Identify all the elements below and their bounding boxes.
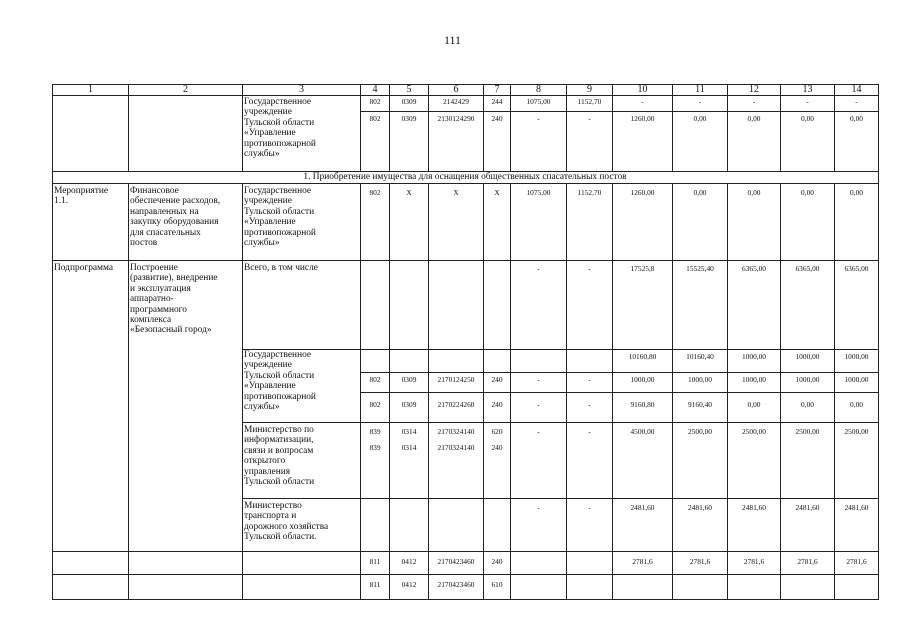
table-cell-value: 1075,00 (526, 188, 551, 197)
subprogram-description: Построение (130, 263, 178, 273)
table-cell-value: 0412 (401, 580, 417, 589)
column-header: 8 (536, 84, 541, 95)
table-cell-value: - (806, 97, 809, 106)
table-cell-value: 2130124290 (437, 114, 475, 123)
event-label: Мероприятие (54, 186, 109, 196)
table-cell-value: 6365,00 (844, 264, 869, 273)
table-rule (128, 84, 129, 172)
org-name: учреждение (244, 107, 292, 118)
table-cell-value: 9160,40 (687, 400, 713, 409)
org-name: Тульской области (244, 117, 315, 128)
org-name: управления (244, 466, 291, 477)
event-description: направленных на (130, 206, 199, 217)
table-cell-value: - (698, 97, 702, 106)
table-cell-value: 802 (369, 375, 381, 384)
org-name: Тульской области (244, 477, 315, 487)
table-cell-value: 0,00 (747, 188, 761, 197)
table-cell-value: 2170224260 (437, 400, 475, 409)
subprogram-description: (развитие), внедрение (130, 273, 218, 284)
table-cell-value: 2781,6 (632, 557, 653, 566)
table-cell-value: 0,00 (747, 400, 761, 409)
org-name: Государственное (244, 186, 312, 196)
table-cell-value: 0,00 (801, 114, 814, 123)
table-rule (52, 84, 53, 600)
table-cell-value: - (588, 503, 591, 512)
table-cell-value: 0,00 (850, 188, 863, 197)
column-header: 10 (637, 84, 648, 95)
org-name: Тульской области (244, 370, 315, 381)
table-rule (360, 84, 361, 172)
table-rule (52, 551, 879, 552)
event-description: Финансовое (130, 186, 179, 196)
table-cell-value: 1000,00 (741, 352, 767, 361)
table-cell-value: 15525,40 (686, 264, 714, 273)
column-header: 1 (88, 84, 93, 95)
column-header: 6 (453, 84, 459, 95)
table-rule (780, 183, 781, 600)
table-cell-value: 0,00 (801, 400, 814, 409)
org-name: «Управление (244, 128, 296, 139)
org-name: противопожарной (244, 138, 316, 149)
table-cell-value: 0,00 (693, 188, 707, 197)
subprogram-description: и эксплуатация (130, 283, 191, 294)
table-cell-value: 1000,00 (844, 352, 869, 361)
table-rule (428, 84, 429, 172)
table-cell-value: 2781,6 (846, 557, 867, 566)
table-cell-value: 0412 (401, 557, 417, 566)
table-cell-value: 0,00 (801, 188, 814, 197)
table-rule (834, 183, 835, 600)
org-name: открытого (244, 456, 286, 467)
table-cell-value: 240 (491, 114, 503, 123)
table-rule (52, 574, 879, 575)
column-header: 7 (494, 84, 500, 95)
org-name: службы» (244, 402, 280, 412)
table-rule (727, 183, 728, 600)
table-cell-value: 811 (369, 580, 381, 589)
table-cell-value: 2170124250 (437, 375, 475, 384)
table-rule (612, 183, 613, 600)
table-cell-value: 6365,00 (795, 264, 820, 273)
table-cell-value: X (406, 188, 412, 197)
table-cell-value: - (537, 400, 540, 409)
table-rule (52, 183, 879, 184)
table-cell-value: 610 (491, 580, 503, 589)
table-cell-value: 1000,00 (795, 375, 820, 384)
table-cell-value: 10160,40 (686, 352, 714, 361)
table-cell-value: 0314 (401, 427, 417, 436)
table-cell-value: 2481,60 (795, 503, 820, 512)
table-cell-value: 240 (491, 400, 503, 409)
table-cell-value: 2500,00 (795, 427, 820, 436)
table-rule (483, 183, 484, 600)
table-cell-value: 2481,60 (844, 503, 869, 512)
table-cell-value: 2500,00 (741, 427, 767, 436)
table-cell-value: 2500,00 (844, 427, 869, 436)
table-rule (428, 183, 429, 600)
table-cell-value: - (588, 400, 591, 409)
table-cell-value: 2142429 (443, 97, 469, 106)
org-name: Министерство по (244, 425, 314, 435)
column-header: 3 (299, 84, 304, 95)
table-cell-value: 802 (369, 97, 381, 106)
page-number: 111 (443, 33, 462, 47)
table-cell-value: 1000,00 (741, 375, 767, 384)
table-cell-value: 0309 (401, 114, 417, 123)
subprogram-description: «Безопасный город» (130, 325, 212, 336)
table-cell-value: - (537, 375, 540, 384)
org-name: противопожарной (244, 227, 316, 238)
table-rule (360, 111, 879, 112)
table-cell-value: X (453, 188, 459, 197)
table-rule (52, 260, 879, 261)
table-cell-value: 839 (369, 443, 381, 452)
org-name: Тульской области (244, 206, 315, 217)
table-cell-value: - (752, 97, 756, 106)
table-cell-value: 2170324140 (437, 443, 475, 452)
table-cell-value: 1260,00 (630, 188, 655, 197)
table-cell-value: - (588, 264, 591, 273)
subprogram-description: программного (130, 304, 187, 315)
table-cell-value: 2170423460 (437, 580, 475, 589)
table-cell-value: 240 (491, 375, 503, 384)
event-description: обеспечение расходов, (130, 196, 221, 207)
org-name: службы» (244, 149, 280, 159)
table-rule (612, 84, 613, 172)
event-description: для спасательных (130, 227, 201, 238)
table-cell-value: 6365,00 (741, 264, 767, 273)
table-cell-value: 1260,00 (630, 114, 655, 123)
column-header: 5 (406, 84, 412, 95)
table-cell-value: 2481,60 (741, 503, 767, 512)
table-rule (510, 84, 511, 172)
org-name: Тульской области. (244, 532, 317, 543)
org-name: противопожарной (244, 391, 316, 402)
table-cell-value: 4500,00 (630, 427, 655, 436)
org-name: «Управление (244, 381, 296, 392)
table-rule (360, 372, 879, 373)
table-cell-value: - (588, 114, 591, 123)
table-rule (672, 84, 673, 172)
table-cell-value: 0309 (401, 375, 417, 384)
table-cell-value: 240 (491, 557, 503, 566)
table-cell-value: 2170423460 (437, 557, 475, 566)
table-rule (727, 84, 728, 172)
table-cell-value: 1000,00 (795, 352, 820, 361)
table-cell-value: - (641, 97, 644, 106)
table-rule (360, 392, 879, 393)
column-header: 9 (587, 84, 592, 95)
table-rule (242, 498, 879, 499)
column-header: 4 (372, 84, 378, 95)
org-name: учреждение (244, 196, 292, 207)
org-name: службы» (244, 238, 280, 248)
table-cell-value: - (855, 97, 858, 106)
event-label: 1.1. (54, 196, 69, 207)
table-cell-value: 2781,6 (743, 557, 765, 566)
table-cell-value: 802 (369, 114, 381, 123)
table-cell-value: 0309 (401, 400, 417, 409)
table-cell-value: 2481,60 (687, 503, 713, 512)
column-header: 11 (695, 84, 705, 95)
event-description: постов (130, 238, 158, 248)
table-cell-value: 2500,00 (687, 427, 713, 436)
table-cell-value: 839 (369, 427, 381, 436)
table-cell-value: - (537, 114, 540, 123)
subprogram-label: Подпрограмма (54, 263, 114, 273)
org-name: учреждение (244, 360, 292, 371)
column-header: 2 (183, 84, 188, 95)
table-cell-value: 1075,00 (526, 97, 551, 106)
table-cell-value: 2781,6 (689, 557, 711, 566)
table-rule (780, 84, 781, 172)
table-cell-value: 9160,80 (630, 400, 655, 409)
table-cell-value: 1152,70 (577, 188, 602, 197)
table-cell-value: 1000,00 (630, 375, 655, 384)
table-cell-value: 2170324140 (437, 427, 475, 436)
table-rule (52, 95, 879, 96)
subprogram-description: комплекса (130, 315, 172, 325)
subprogram-description: аппаратно- (130, 294, 174, 305)
table-rule (672, 183, 673, 600)
table-cell-value: 811 (369, 557, 381, 566)
table-cell-value: 802 (369, 400, 381, 409)
table-cell-value: 0309 (401, 97, 417, 106)
table-cell-value: 1000,00 (687, 375, 713, 384)
table-cell-value: - (588, 375, 591, 384)
org-name: информатизации, (244, 435, 314, 446)
table-cell-value: 620 (491, 427, 503, 436)
table-cell-value: 17525,8 (630, 264, 655, 273)
table-cell-value: 0,00 (693, 114, 707, 123)
table-rule (242, 349, 879, 350)
column-header: 12 (749, 84, 759, 95)
table-cell-value: X (494, 188, 500, 197)
table-rule (483, 84, 484, 172)
table-cell-value: 0,00 (747, 114, 761, 123)
org-name: Министерство (244, 501, 302, 511)
table-cell-value: 0314 (401, 443, 417, 452)
table-rule (360, 183, 361, 600)
table-rule (834, 84, 835, 172)
table-rule (128, 183, 129, 600)
table-cell-value: 2481,60 (630, 503, 655, 512)
table-rule (566, 183, 567, 600)
table-cell-value: 2781,6 (797, 557, 818, 566)
org-name: Государственное (244, 350, 312, 360)
table-rule (878, 84, 879, 600)
column-header: 13 (802, 84, 813, 95)
table-cell-value: 244 (491, 97, 503, 106)
table-rule (52, 599, 879, 600)
table-cell-value: 10160,80 (628, 352, 657, 361)
table-cell-value: - (537, 503, 540, 512)
table-rule (389, 183, 390, 600)
table-rule (389, 84, 390, 172)
org-name: связи и вопросам (244, 445, 314, 456)
table-rule (242, 422, 879, 423)
table-cell-value: 0,00 (850, 400, 863, 409)
column-header: 14 (851, 84, 862, 95)
event-description: закупку оборудования (130, 217, 219, 228)
table-rule (242, 84, 243, 172)
table-cell-value: 0,00 (850, 114, 863, 123)
table-cell-value: - (537, 427, 540, 436)
org-name: дорожного хозяйства (244, 521, 329, 532)
total-label: Всего, в том числе (244, 263, 318, 273)
org-name: «Управление (244, 217, 296, 228)
table-rule (566, 84, 567, 172)
org-name: Государственное (244, 97, 312, 107)
table-cell-value: 1152,70 (577, 97, 602, 106)
table-rule (510, 183, 511, 600)
table-cell-value: 1000,00 (844, 375, 869, 384)
org-name: транспорта и (244, 511, 297, 522)
table-cell-value: - (588, 427, 591, 436)
table-rule (242, 183, 243, 600)
table-cell-value: 240 (491, 443, 503, 452)
section-title: 1. Приобретение имущества для оснащения общественных спасательных постов (303, 172, 627, 182)
table-cell-value: 802 (369, 188, 381, 197)
table-cell-value: - (537, 264, 540, 273)
